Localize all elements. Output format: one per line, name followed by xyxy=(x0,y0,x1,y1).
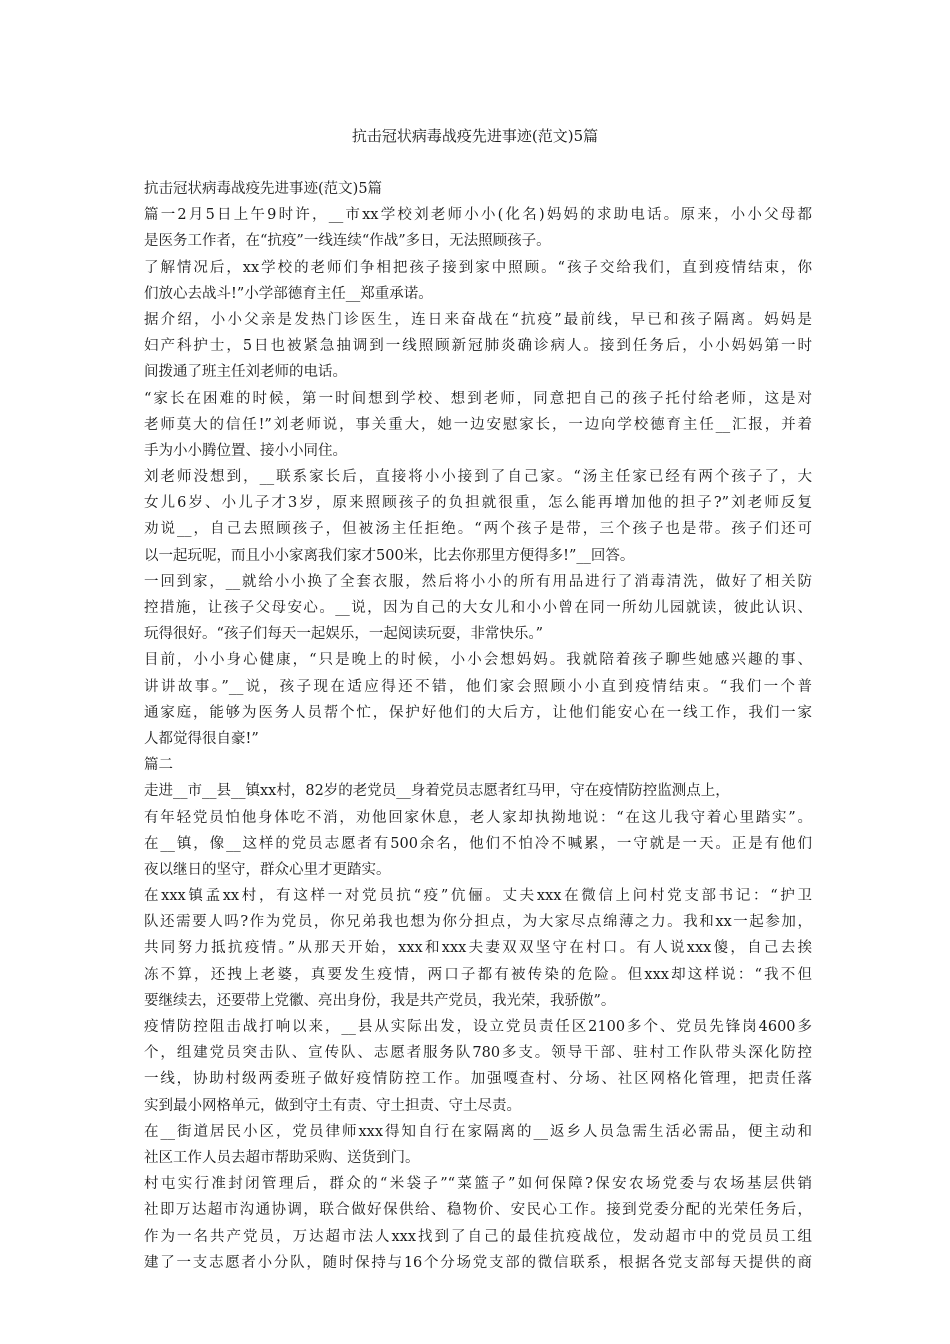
text-line: 玩得很好。“孩子们每天一起娱乐，一起阅读玩耍，非常快乐。” xyxy=(144,626,544,643)
text-line: 劝说__，自己去照顾孩子，但被汤主任拒绝。“两个孩子是带，三个孩子也是带。孩子们还可 xyxy=(144,521,812,538)
document-body xyxy=(144,176,812,1276)
text-line: 了解情况后，xx学校的老师们争相把孩子接到家中照顾。“孩子交给我们，直到疫情结束，你 xyxy=(144,259,812,276)
text-line: 社区工作人员去超市帮助采购、送货到门。 xyxy=(144,1149,420,1166)
text-line: 篇二 xyxy=(144,757,173,774)
text-line: 在__镇，像__这样的党员志愿者有500余名，他们不怕冷不喊累，一守就是一天。正是有他们 xyxy=(144,835,812,852)
text-line: 一回到家，__就给小小换了全套衣服，然后将小小的所有用品进行了消毒清洗，做好了相关防 xyxy=(144,573,812,590)
text-line: 控措施，让孩子父母安心。__说，因为自己的大女儿和小小曾在同一所幼儿园就读，彼此认识、 xyxy=(144,600,812,616)
text-line: 个，组建党员突击队、宣传队、志愿者服务队780多支。领导干部、驻村工作队带头深化防控 xyxy=(144,1045,812,1062)
text-line: 手为小小腾位置、接小小同住。 xyxy=(144,442,347,459)
text-line: 通家庭，能够为医务人员帮个忙，保护好他们的大后方，让他们能安心在一线工作，我们一家 xyxy=(144,704,812,721)
text-line: 讲讲故事。”__说，孩子现在适应得还不错，他们家会照顾小小直到疫情结束。“我们一个普 xyxy=(144,678,812,695)
text-line: 要继续去，还要带上党徽、亮出身份，我是共产党员，我光荣，我骄傲”。 xyxy=(144,992,616,1009)
text-line: 社即万达超市沟通协调，联合做好保供给、稳物价、安民心工作。接到党委分配的光荣任务后， xyxy=(144,1202,812,1219)
text-line: 们放心去战斗!”小学部德育主任__郑重承诺。 xyxy=(144,285,433,302)
text-line: 女儿6岁、小儿子才3岁，原来照顾孩子的负担就很重，怎么能再增加他的担子?”刘老师反复 xyxy=(144,495,812,512)
text-line: 是医务工作者，在“抗疫”一线连续“作战”多日，无法照顾孩子。 xyxy=(144,233,551,250)
text-line: 以一起玩呢，而且小小家离我们家才500米，比去你那里方便得多!”__回答。 xyxy=(144,547,635,564)
text-line: 间拨通了班主任刘老师的电话。 xyxy=(144,364,347,381)
text-line: 作为一名共产党员，万达超市法人xxx找到了自己的最佳抗疫战位，发动超市中的党员员工组 xyxy=(144,1228,812,1245)
text-line: 据介绍，小小父亲是发热门诊医生，连日来奋战在“抗疫”最前线，早已和孩子隔离。妈妈是 xyxy=(144,311,812,328)
text-line: 目前，小小身心健康，“只是晚上的时候，小小会想妈妈。我就陪着孩子聊些她感兴趣的事、 xyxy=(144,652,812,669)
text-line: 实到最小网格单元，做到守土有责、守土担责、守土尽责。 xyxy=(144,1097,521,1114)
text-line: 人都觉得很自豪!” xyxy=(144,730,259,747)
text-line: 建了一支志愿者小分队，随时保持与16个分场党支部的微信联系，根据各党支部每天提供的商 xyxy=(144,1254,812,1271)
text-line: 疫情防控阻击战打响以来，__县从实际出发，设立党员责任区2100多个、党员先锋岗4600多 xyxy=(144,1019,812,1035)
document-title: 抗击冠状病毒战疫先进事迹(范文)5篇 xyxy=(351,127,599,145)
text-line: 夜以继日的坚守，群众心里才更踏实。 xyxy=(144,861,391,878)
text-line: 篇一2月5日上午9时许，__市xx学校刘老师小小(化名)妈妈的求助电话。原来，小小父母都 xyxy=(144,207,812,224)
text-line: 刘老师没想到，__联系家长后，直接将小小接到了自己家。“汤主任家已经有两个孩子了，大 xyxy=(144,469,812,486)
text-line: 村屯实行准封闭管理后，群众的“米袋子”“菜篮子”如何保障?保安农场党委与农场基层供销 xyxy=(144,1176,813,1193)
text-line: 走进__市__县__镇xx村，82岁的老党员__身着党员志愿者红马甲，守在疫情防控监测点上， xyxy=(144,783,730,800)
text-line: 队还需要人吗?作为党员，你兄弟我也想为你分担点，为大家尽点绵薄之力。我和xx一起参加， xyxy=(144,914,812,931)
text-line: 老师莫大的信任!”刘老师说，事关重大，她一边安慰家长，一边向学校德育主任__汇报，并着 xyxy=(144,416,812,433)
text-line: 有年轻党员怕他身体吃不消，劝他回家休息，老人家却执拗地说：“在这儿我守着心里踏实”。 xyxy=(144,809,812,826)
text-line: 妇产科护士，5日也被紧急抽调到一线照顾新冠肺炎确诊病人。接到任务后，小小妈妈第一时 xyxy=(144,338,812,355)
text-line: “家长在困难的时候，第一时间想到学校、想到老师，同意把自己的孩子托付给老师，这是对 xyxy=(144,390,812,407)
text-line: 在__街道居民小区，党员律师xxx得知自行在家隔离的__返乡人员急需生活必需品，便主动和 xyxy=(144,1123,812,1140)
text-line: 在xxx镇孟xx村，有这样一对党员抗“疫”伉俪。丈夫xxx在微信上问村党支部书记：“护卫 xyxy=(144,888,812,905)
text-line: 抗击冠状病毒战疫先进事迹(范文)5篇 xyxy=(144,181,383,197)
text-line: 冻不算，还拽上老婆，真要发生疫情，两口子都有被传染的危险。但xxx却这样说：“我不但 xyxy=(144,966,812,983)
text-line: 共同努力抵抗疫情。”从那天开始，xxx和xxx夫妻双双坚守在村口。有人说xxx傻，自己去挨 xyxy=(144,940,812,957)
text-line: 一线，协助村级两委班子做好疫情防控工作。加强嘎查村、分场、社区网格化管理，把责任落 xyxy=(144,1071,812,1088)
